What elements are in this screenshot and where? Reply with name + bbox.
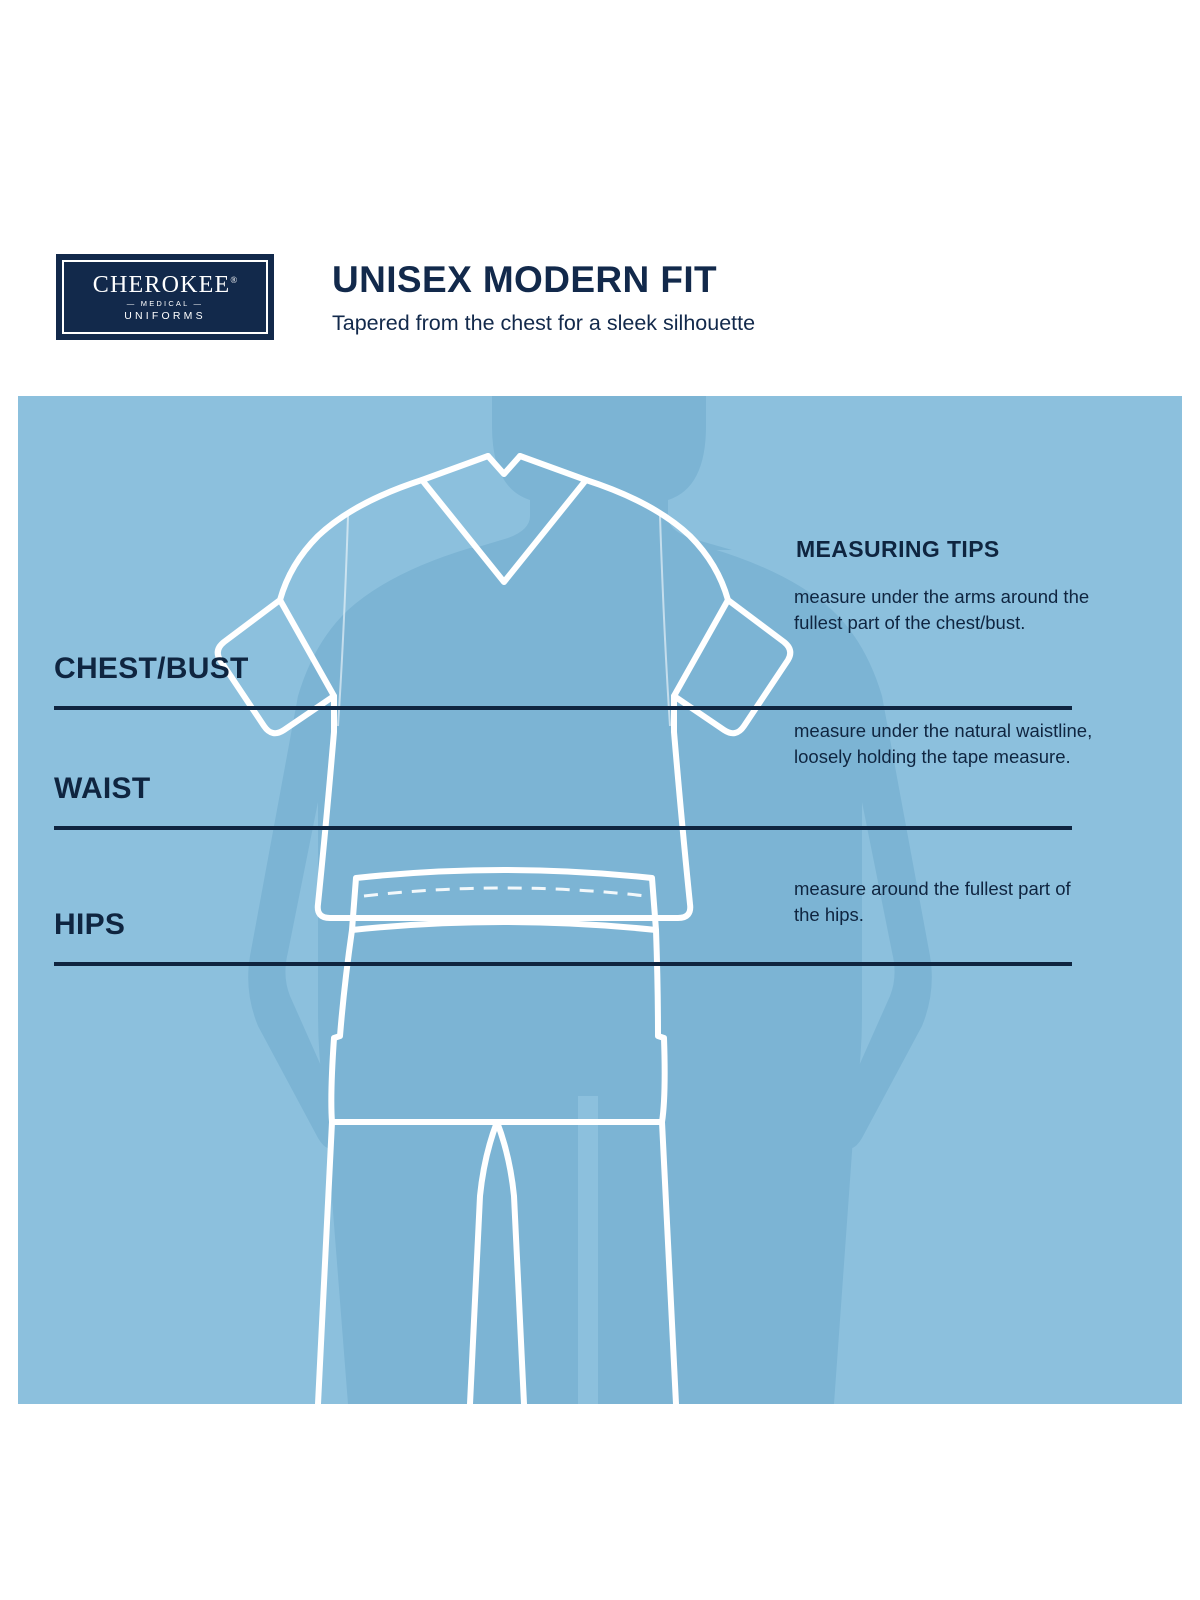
header	[0, 228, 1200, 368]
measuring-tip-chest: measure under the arms around the fullest part of the chest/bust.	[794, 586, 1090, 634]
measuring-tip-hips: measure around the fullest part of the hips.	[794, 878, 1071, 926]
measuring-tips-title: MEASURING TIPS	[796, 536, 1000, 562]
logo-inner-frame	[62, 260, 268, 334]
page-subtitle: Tapered from the chest for a sleek silhouette	[332, 311, 756, 335]
cherokee-logo	[56, 254, 274, 340]
measurement-label-hips: HIPS	[54, 908, 126, 941]
measurement-label-waist: WAIST	[54, 772, 151, 805]
registered-trademark-icon: ®	[230, 275, 238, 285]
logo-subline-medical: — MEDICAL —	[126, 299, 204, 308]
logo-subline-uniforms: UNIFORMS	[124, 309, 206, 322]
page-title: UNISEX MODERN FIT	[332, 259, 718, 300]
measurement-line-chest	[54, 706, 1072, 710]
measurement-line-waist	[54, 826, 1072, 830]
measuring-tip-waist: measure under the natural waistline, loosely holding the tape measure.	[794, 720, 1093, 768]
measurement-line-hips	[54, 962, 1072, 966]
logo-brand-name	[93, 273, 237, 297]
illustration-panel	[18, 396, 1182, 1404]
logo-brand-text: CHEROKEE	[92, 272, 231, 298]
measurement-label-chest: CHEST/BUST	[54, 652, 249, 685]
